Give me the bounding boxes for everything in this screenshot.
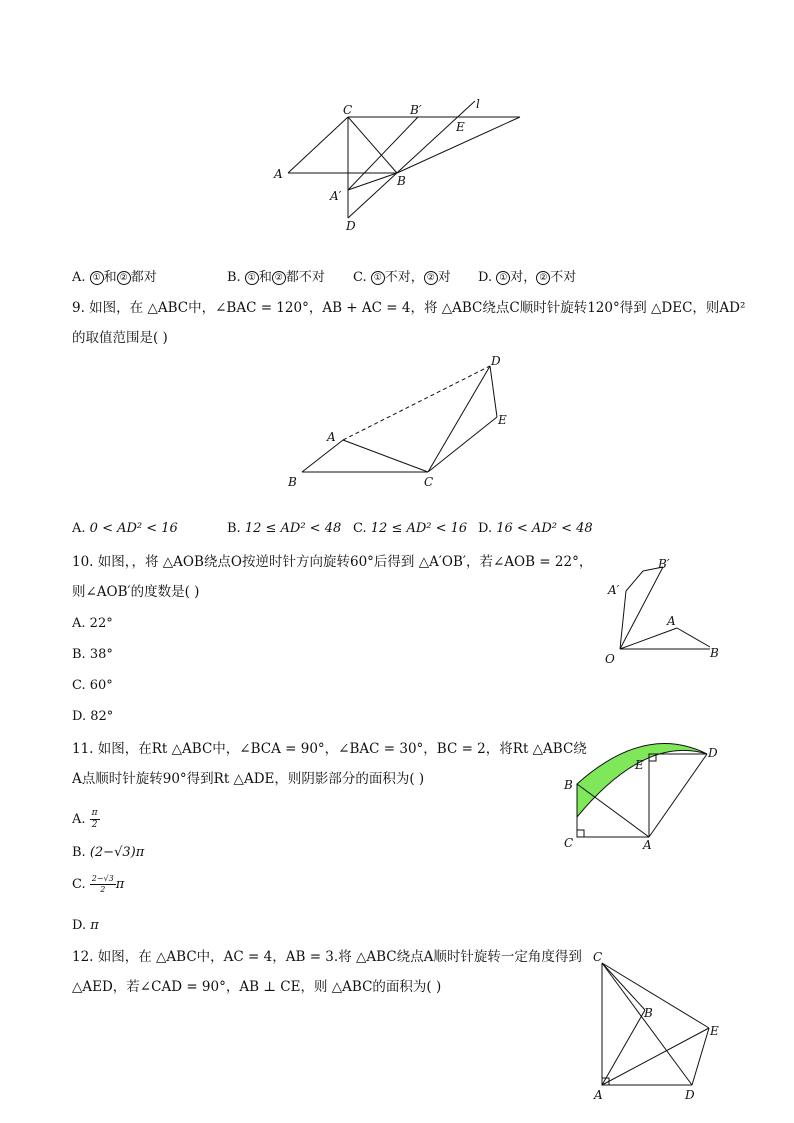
option-text: 和 <box>103 270 117 285</box>
ref-mark: ① <box>371 271 385 285</box>
q9-label-d: D <box>491 354 501 368</box>
q9-label-b: B <box>288 475 297 489</box>
q8-option-c[interactable] <box>353 266 451 285</box>
q8-label-b: B <box>397 174 406 188</box>
ref-mark: ① <box>496 271 510 285</box>
q11-label-e: E <box>635 758 644 772</box>
option-text: 16 < AD² < 48 <box>496 521 593 536</box>
q12-stem-line2: △AED，若∠CAD = 90°，AB ⊥ CE，则 △ABC的面积为( ) <box>72 979 442 995</box>
q10-option-b[interactable] <box>72 647 113 662</box>
q11-stem-line2: A点顺时针旋转90°得到Rt △ADE，则阴影部分的面积为( ) <box>72 771 425 787</box>
q10-label-ap: A′ <box>608 583 620 597</box>
q10-figure <box>600 553 730 668</box>
option-text: 60° <box>89 678 113 693</box>
ref-mark: ② <box>117 271 131 285</box>
q12-stem-line1: 12. 如图，在 △ABC中，AC = 4，AB = 3.将 △ABC绕点A顺时针旋转一定角度得到 <box>72 949 582 965</box>
q12-label-d: D <box>685 1088 695 1102</box>
fraction <box>90 874 116 895</box>
shaded-region <box>577 744 707 817</box>
numerator: 2−√3 <box>91 874 114 883</box>
ref-mark: ② <box>424 271 438 285</box>
option-letter: B. <box>72 647 86 662</box>
option-text: 38° <box>89 647 113 662</box>
option-text: 22° <box>89 616 113 631</box>
option-text: 都对 <box>130 270 157 285</box>
q9-stem-line1: 9. 如图，在 △ABC中，∠BAC = 120°，AB + AC = 4，将 △ABC绕点C顺时针旋转120°得到 △DEC，则AD² <box>72 300 746 316</box>
q10-label-bp: B′ <box>658 557 670 571</box>
option-suffix: π <box>115 877 125 892</box>
q10-label-a: A <box>667 614 676 628</box>
q10-option-a[interactable] <box>72 616 113 631</box>
option-text: π <box>90 918 99 933</box>
option-text: 不对， <box>384 270 424 285</box>
q11-label-c: C <box>564 836 574 850</box>
ref-mark: ① <box>90 271 104 285</box>
option-letter: D. <box>478 270 493 285</box>
q8-label-bp: B′ <box>410 103 422 117</box>
q10-label-o: O <box>605 652 615 666</box>
q10-stem-line2: 则∠AOB′的度数是( ) <box>72 584 200 600</box>
q11-label-d: D <box>708 746 718 760</box>
q8-option-b[interactable] <box>227 266 325 285</box>
ref-mark: ② <box>272 271 286 285</box>
q8-label-e: E <box>456 120 465 134</box>
option-letter: A. <box>72 521 86 536</box>
q9-label-a: A <box>327 430 336 444</box>
q8-label-d: D <box>346 219 356 233</box>
option-text: 82° <box>90 709 114 724</box>
q12-label-e: E <box>710 1024 719 1038</box>
q11-label-a: A <box>643 838 652 852</box>
option-letter: A. <box>72 812 86 827</box>
q9-label-c: C <box>424 475 434 489</box>
option-text: 对 <box>437 270 451 285</box>
q11-option-c[interactable] <box>72 874 124 895</box>
q11-stem-line1: 11. 如图，在Rt △ABC中，∠BCA = 90°，∠BAC = 30°，BC = 2，将Rt △ABC绕 <box>72 741 587 757</box>
q8-label-l: l <box>476 97 480 111</box>
q9-figure <box>280 350 520 492</box>
q10-stem-line1: 10. 如图，，将 △AOB绕点O按逆时针方向旋转60°后得到 △A′OB′，若∠AOB = 22°， <box>72 554 593 570</box>
option-text: 12 ≤ AD² < 48 <box>244 521 342 536</box>
option-text: 12 ≤ AD² < 16 <box>370 521 468 536</box>
q9-stem-line2: 的取值范围是( ) <box>72 330 168 346</box>
option-letter: D. <box>72 918 87 933</box>
q8-label-c: C <box>343 103 353 117</box>
ref-mark: ① <box>245 271 259 285</box>
q12-label-c: C <box>593 950 603 964</box>
q9-option-d[interactable] <box>478 521 593 536</box>
q9-option-a[interactable] <box>72 521 178 536</box>
option-text: 和 <box>258 270 272 285</box>
option-letter: C. <box>72 877 86 892</box>
option-letter: D. <box>72 709 87 724</box>
q8-figure <box>260 92 540 242</box>
q10-option-d[interactable] <box>72 709 113 724</box>
q8-option-a[interactable] <box>72 266 157 285</box>
q9-option-c[interactable] <box>353 521 467 536</box>
q8-label-ap: A′ <box>330 189 342 203</box>
q8-option-d[interactable] <box>478 266 576 285</box>
option-text: (2−√3)π <box>89 845 145 860</box>
option-text: 对， <box>510 270 537 285</box>
q8-label-a: A <box>274 167 283 181</box>
option-letter: C. <box>353 521 367 536</box>
option-text: 不对 <box>550 270 577 285</box>
q9-option-b[interactable] <box>227 521 341 536</box>
q10-option-c[interactable] <box>72 678 113 693</box>
q12-label-a: A <box>594 1088 603 1102</box>
q11-option-b[interactable] <box>72 845 144 860</box>
denominator: 2 <box>91 820 98 830</box>
option-letter: A. <box>72 270 86 285</box>
q11-label-b: B <box>564 778 573 792</box>
q12-label-b: B <box>644 1006 653 1020</box>
option-letter: C. <box>72 678 86 693</box>
numerator: π <box>91 808 98 818</box>
option-text: 0 < AD² < 16 <box>89 521 178 536</box>
ref-mark: ② <box>536 271 550 285</box>
q9-label-e: E <box>498 413 507 427</box>
option-letter: D. <box>478 521 493 536</box>
q12-figure <box>585 945 725 1105</box>
q11-option-d[interactable] <box>72 918 99 933</box>
option-text: 都不对 <box>285 270 325 285</box>
denominator: 2 <box>100 885 106 894</box>
option-letter: B. <box>72 845 86 860</box>
q10-label-b: B <box>710 646 719 660</box>
option-letter: A. <box>72 616 86 631</box>
fraction <box>90 808 100 831</box>
option-letter: B. <box>227 270 241 285</box>
q11-option-a[interactable] <box>72 808 100 831</box>
option-letter: C. <box>353 270 367 285</box>
q11-figure <box>555 735 730 855</box>
option-letter: B. <box>227 521 241 536</box>
